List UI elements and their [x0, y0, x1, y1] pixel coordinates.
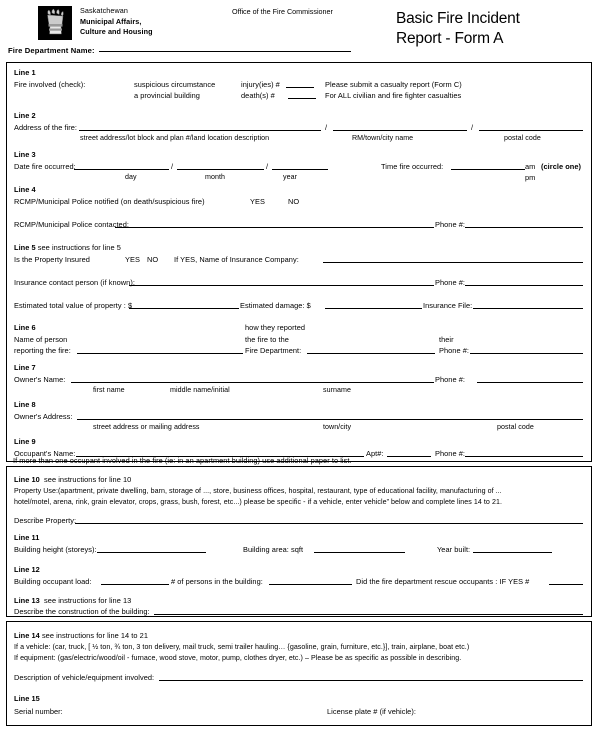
line11-height-blank[interactable] [97, 552, 206, 553]
line1-deaths-blank[interactable] [288, 98, 316, 99]
line8-label: Owner's Address: [14, 412, 73, 421]
office-of-fire-commissioner: Office of the Fire Commissioner [232, 7, 333, 16]
line10-property-use-2: hotel/motel, arena, rink, grain elevator, crops, grass, bush, forest, etc...) please be specific - if a vehicle, enter vehicle” below and complete lines 14 to 21. [14, 498, 502, 506]
line7-heading: Line 7 [14, 363, 36, 372]
line10-heading-note: see instructions for line 10 [44, 475, 132, 484]
line14-heading: Line 14 [14, 631, 40, 640]
fire-department-name-blank[interactable] [99, 44, 351, 52]
line4-phone-label: Phone #: [435, 220, 465, 229]
line3-separator-2: / [266, 162, 269, 171]
title-line-2: Report - Form A [396, 30, 504, 47]
line1-injuries-label: injury(ies) # [241, 80, 280, 89]
line10-heading: Line 10 [14, 475, 40, 484]
line4-yes[interactable]: YES [250, 197, 265, 206]
line5-contact-blank[interactable] [129, 285, 434, 286]
line3-sub-year: year [283, 173, 297, 181]
line11-heading: Line 11 [14, 533, 40, 542]
line4-contacted-blank[interactable] [115, 227, 434, 228]
line14-vehicle-text: If a vehicle: (car, truck, [ ½ ton, ¾ ton, 3 ton delivery, mail truck, semi trailer hauling… {gasoline, grain, furniture, etc.}], train, airplane, boat etc.) [14, 643, 470, 651]
line6-heading: Line 6 [14, 323, 36, 332]
line5-contact-phone-label: Phone #: [435, 278, 465, 287]
line7-phone-blank[interactable] [477, 382, 583, 383]
line13-heading-row [14, 596, 131, 605]
wheat-sheaf-icon [38, 6, 72, 40]
line7-sub-first: first name [93, 386, 125, 394]
line3-circle-one: (circle one) [541, 162, 582, 171]
line2-separator-2: / [471, 123, 474, 132]
line15-heading: Line 15 [14, 694, 40, 703]
section-lines-14-to-21 [6, 621, 592, 726]
page-title [396, 9, 586, 49]
line9-apt-label: Apt#: [366, 449, 384, 458]
line1-prompt: Fire involved (check): [14, 80, 86, 89]
line6-how-blank[interactable] [307, 353, 435, 354]
line12-rescue-blank[interactable] [549, 584, 583, 585]
line6-phone-label: Phone #: [439, 346, 469, 355]
line10-property-use-1: Property Use:(apartment, private dwelling, barn, storage of ..., store, business offices, hospital, restaurant, type of educational facility, manufacturing of ... [14, 487, 502, 495]
line5-yes[interactable]: YES [125, 255, 140, 264]
line4-phone-blank[interactable] [465, 227, 583, 228]
line4-notified-label: RCMP/Municipal Police notified (on death/suspicious fire) [14, 197, 205, 206]
line5-contact-label: Insurance contact person (if known): [14, 278, 135, 287]
line11-year-blank[interactable] [473, 552, 552, 553]
line1-injuries-blank[interactable] [286, 87, 314, 88]
line2-heading: Line 2 [14, 111, 36, 120]
line12-persons-label: # of persons in the building: [171, 577, 263, 586]
line2-postal-blank[interactable] [479, 130, 583, 131]
line5-insurance-file-blank[interactable] [473, 308, 583, 309]
line10-describe-blank[interactable] [75, 523, 583, 524]
line8-address-blank[interactable] [77, 419, 583, 420]
line1-deaths-label: death(s) # [241, 91, 275, 100]
line3-am-label[interactable]: am [525, 162, 536, 171]
line3-time-blank[interactable] [451, 169, 525, 170]
line8-sub-street: street address or mailing address [93, 423, 200, 431]
line9-heading: Line 9 [14, 437, 36, 446]
line6-phone-blank[interactable] [470, 353, 583, 354]
section-lines-10-to-13 [6, 466, 592, 617]
line5-est-damage-label: Estimated damage: $ [240, 301, 311, 310]
line12-heading: Line 12 [14, 565, 40, 574]
line13-heading-note: see instructions for line 13 [44, 596, 132, 605]
line11-area-label: Building area: sqft [243, 545, 304, 554]
line1-option-provincial[interactable]: a provincial building [134, 91, 200, 100]
line8-sub-postal: postal code [497, 423, 534, 431]
line6-name-label-2: reporting the fire: [14, 346, 71, 355]
line2-sub-town: RM/town/city name [352, 134, 414, 142]
line9-phone-label: Phone #: [435, 449, 465, 458]
agency-line-3: Culture and Housing [80, 27, 153, 36]
line3-separator-1: / [171, 162, 174, 171]
fire-department-name-label: Fire Department Name: [8, 46, 95, 55]
line12-persons-blank[interactable] [269, 584, 352, 585]
line6-how-label-2: the fire to the [245, 335, 289, 344]
line5-insured-label: Is the Property Insured [14, 255, 90, 264]
line14-equipment-text: If equipment: (gas/electric/wood/oil - furnace, wood stove, motor, pump, clothes dryer, etc.) – Please be as specific as possible in describing. [14, 654, 462, 662]
line3-pm-label[interactable]: pm [525, 173, 536, 182]
line3-month-blank[interactable] [177, 169, 264, 170]
line5-insurance-company-blank[interactable] [323, 262, 583, 263]
line11-area-blank[interactable] [314, 552, 405, 553]
line3-label: Date fire occurred: [14, 162, 76, 171]
line9-apt-blank[interactable] [387, 456, 431, 457]
line9-note: If more than one occupant involved in the fire (ie: in an apartment building) use additional paper to list. [13, 456, 352, 465]
line5-heading: Line 5 [14, 243, 36, 252]
line4-heading: Line 4 [14, 185, 36, 194]
line10-heading-row [14, 475, 131, 484]
line8-sub-town: town/city [323, 423, 352, 431]
line5-heading-row [14, 243, 121, 252]
line7-label: Owner's Name: [14, 375, 66, 384]
line5-insurance-file-label: Insurance File: [423, 301, 473, 310]
line10-describe-label: Describe Property: [14, 516, 77, 525]
line5-heading-note: see instructions for line 5 [37, 243, 121, 252]
agency-line-2: Municipal Affairs, [80, 16, 142, 26]
line5-est-value-label: Estimated total value of property : $ [14, 301, 133, 310]
line1-note-all-casualties: For ALL civilian and fire fighter casualties [325, 91, 462, 100]
line3-time-label: Time fire occurred: [381, 162, 444, 171]
line12-load-label: Building occupant load: [14, 577, 92, 586]
line3-sub-month: month [205, 173, 225, 181]
line12-load-blank[interactable] [101, 584, 169, 585]
line15-serial-label: Serial number: [14, 707, 63, 716]
line1-note-casualty-report: Please submit a casualty report (Form C) [325, 80, 462, 89]
line3-day-blank[interactable] [74, 169, 169, 170]
line2-street-blank[interactable] [79, 130, 321, 131]
line5-est-damage-blank[interactable] [325, 308, 422, 309]
line3-heading: Line 3 [14, 150, 36, 159]
line7-phone-label: Phone #: [435, 375, 465, 384]
line3-sub-day: day [125, 173, 137, 181]
line2-sub-street: street address/lot block and plan #/land location description [80, 134, 270, 142]
line6-their-label: their [439, 335, 454, 344]
line13-describe-blank[interactable] [154, 614, 583, 615]
section-lines-1-to-9 [6, 62, 592, 462]
line14-description-label: Description of vehicle/equipment involved: [14, 673, 155, 682]
line9-phone-blank[interactable] [465, 456, 583, 457]
line2-town-blank[interactable] [333, 130, 467, 131]
title-line-1: Basic Fire Incident [396, 10, 520, 27]
line6-how-label-1: how they reported [245, 323, 306, 332]
line1-option-suspicious[interactable]: suspicious circumstance [134, 80, 216, 89]
line11-year-label: Year built: [437, 545, 471, 554]
line11-height-label: Building height (storeys): [14, 545, 97, 554]
line15-plate-label: License plate # (if vehicle): [327, 707, 416, 716]
line6-name-label-1: Name of person [14, 335, 68, 344]
agency-line-1: Saskatchewan [80, 6, 128, 15]
fire-department-name-field[interactable] [8, 44, 351, 55]
line3-year-blank[interactable] [272, 169, 328, 170]
line5-ifyes-label: If YES, Name of Insurance Company: [174, 255, 299, 264]
line7-sub-middle: middle name/initial [170, 386, 230, 394]
line13-describe-label: Describe the construction of the building: [14, 607, 150, 616]
line5-no[interactable]: NO [147, 255, 159, 264]
line8-heading: Line 8 [14, 400, 36, 409]
line5-contact-phone-blank[interactable] [465, 285, 583, 286]
line13-heading: Line 13 [14, 596, 40, 605]
line6-how-label-3: Fire Department: [245, 346, 302, 355]
line5-est-value-blank[interactable] [129, 308, 239, 309]
line14-description-blank[interactable] [159, 680, 583, 681]
line6-name-blank[interactable] [77, 353, 243, 354]
line7-name-blank[interactable] [71, 382, 434, 383]
line7-sub-surname: surname [323, 386, 351, 394]
line4-contacted-label: RCMP/Municipal Police contacted: [14, 220, 129, 229]
line2-label: Address of the fire: [14, 123, 78, 132]
agency-name [80, 6, 153, 38]
line2-separator-1: / [325, 123, 328, 132]
line2-sub-postal: postal code [504, 134, 541, 142]
line1-heading: Line 1 [14, 68, 36, 77]
line14-heading-row [14, 631, 148, 640]
line4-no[interactable]: NO [288, 197, 300, 206]
line9-label: Occupant's Name: [14, 449, 76, 458]
line14-heading-note: see instructions for line 14 to 21 [41, 631, 148, 640]
line12-rescue-label: Did the fire department rescue occupants : IF YES # [356, 577, 530, 586]
